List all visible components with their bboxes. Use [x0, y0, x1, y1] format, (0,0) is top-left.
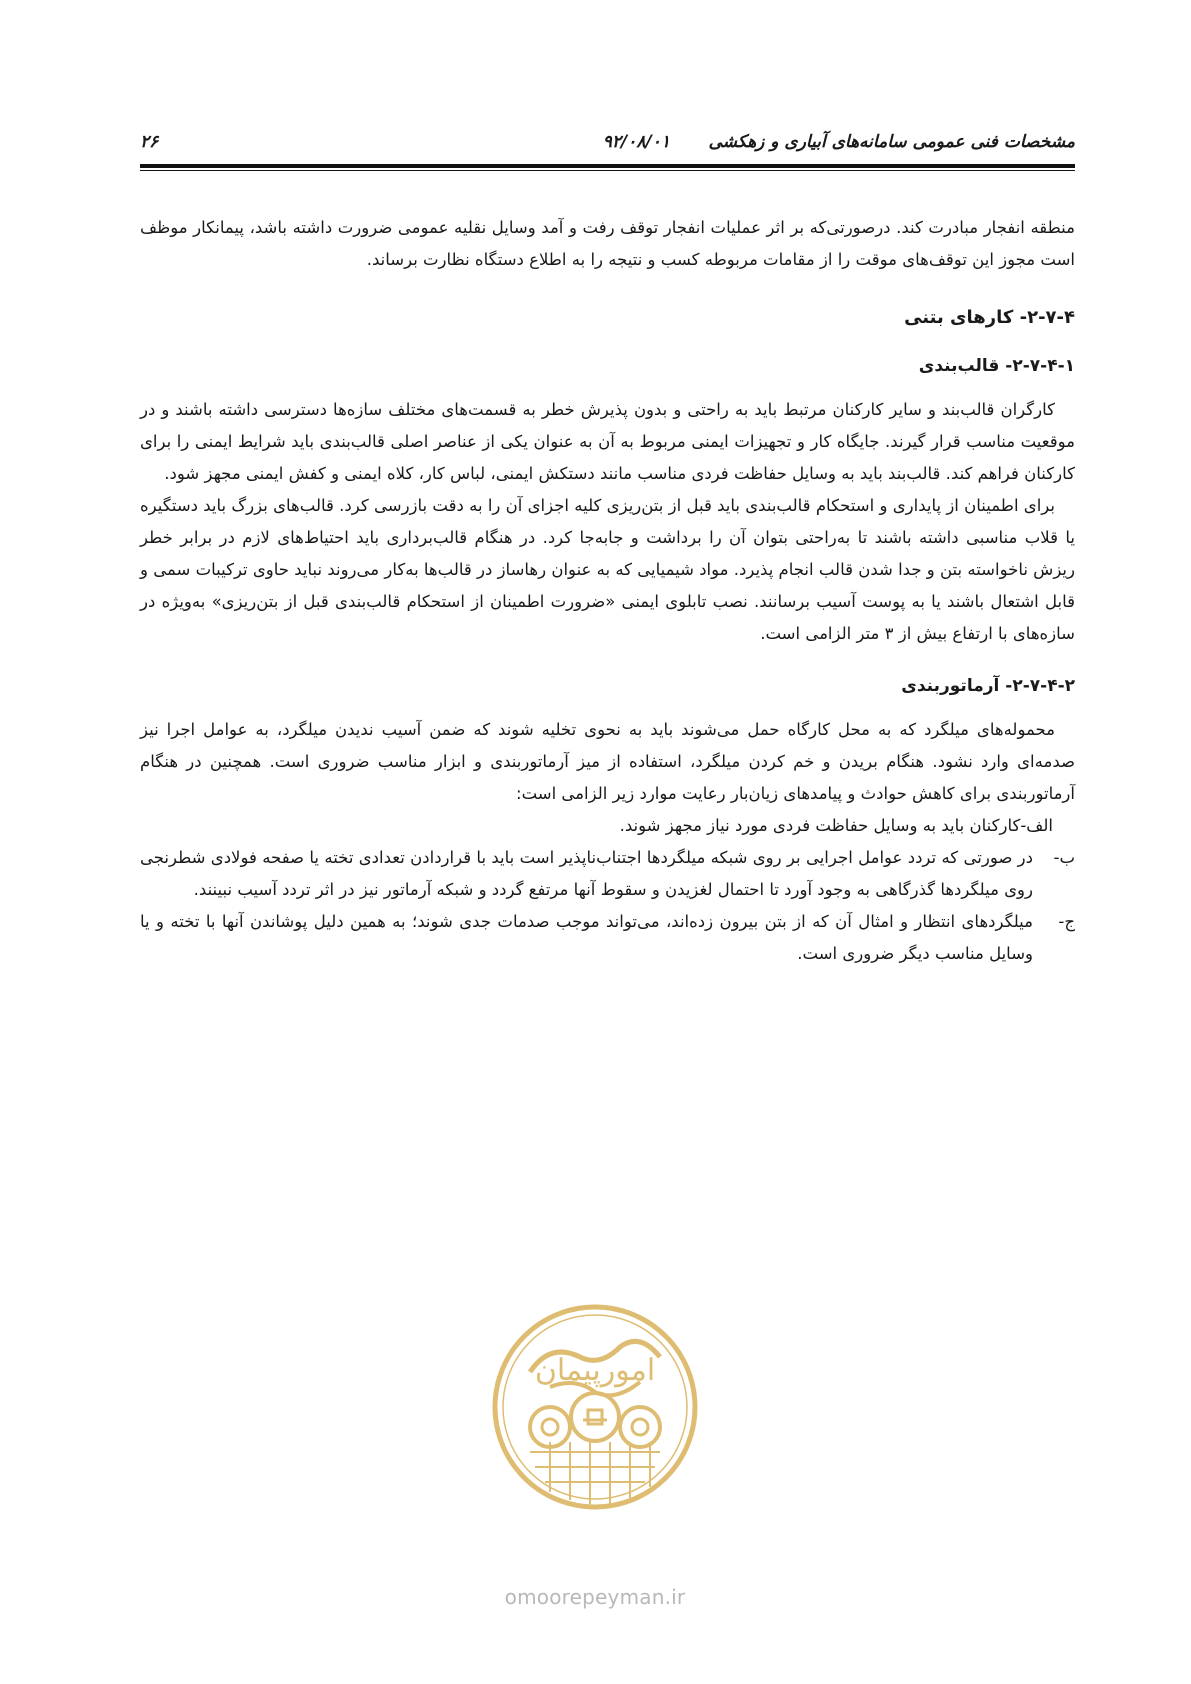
page-body [140, 212, 1075, 970]
page-number: ۲۶ [140, 132, 159, 152]
subsection-heading-rebar: ۲-۷-۴-۲- آرماتوربندی [901, 676, 1075, 696]
header-date: ۹۲/۰۸/۰۱ [602, 132, 670, 152]
rebar-paragraph-1: محموله‌های میلگرد که به محل کارگاه حمل می‌شوند باید به نحوی تخلیه شوند که ضمن آسیب ندیدن میلگرد، به عوامل اجرا نیز صدمه‌ای وارد نشود. هنگام بریدن و خم کردن میلگرد، استفاده از میز آرماتوربندی و ابزار مناسب ضروری است. همچنین در هنگام آرماتوربندی برای کاهش حوادث و پیامدهای زیان‌بار رعایت موارد زیر الزامی است: [140, 720, 1075, 803]
list-item [140, 810, 1075, 842]
formwork-paragraph-1: کارگران قالب‌بند و سایر کارکنان مرتبط باید به راحتی و بدون پذیرش خطر به قسمت‌های مختلف سازه‌ها دسترسی داشته باشند و در موقعیت مناسب قرار گیرند. جایگاه کار و تجهیزات ایمنی مربوط به آن به عنوان یکی از عناصر اصلی قالب‌بندی باید شرایط ایمنی را برای کارکنان فراهم کند. قالب‌بند باید به وسایل حفاظت فردی مناسب مانند دستکش ایمنی، لباس کار، کلاه ایمنی و کفش ایمنی مجهز شود. [140, 400, 1075, 483]
watermark-stamp [490, 1302, 700, 1512]
page-header [140, 124, 1075, 164]
list-item-text: میلگردهای انتظار و امثال آن که از بتن بیرون زده‌اند، می‌تواند موجب صدمات جدی شوند؛ به همین دلیل پوشاندن آنها با تخته و یا وسایل مناسب دیگر ضروری است. [140, 912, 1033, 963]
list-item [140, 842, 1075, 906]
intro-paragraph: منطقه انفجار مبادرت کند. درصورتی‌که بر اثر عملیات انفجار توقف رفت و آمد وسایل نقلیه عمومی ضرورت داشته باشد، پیمانکار موظف است مجوز این توقف‌های موقت را از مقامات مربوطه کسب و نتیجه را به اطلاع دستگاه نظارت برساند. [140, 218, 1075, 269]
section-heading: ۲-۷-۴- کارهای بتنی [904, 307, 1075, 328]
stamp-text: امورپیمان [534, 1353, 656, 1388]
site-text: omoorepeyman.ir [504, 1585, 686, 1609]
list-item-text: الف-کارکنان باید به وسایل حفاظت فردی مورد نیاز مجهز شوند. [619, 816, 1053, 835]
list-item-marker: ب- [1053, 848, 1075, 867]
list-item [140, 906, 1075, 970]
header-rule-thick [140, 164, 1075, 168]
list-item-marker: ج- [1058, 912, 1075, 931]
subsection-heading-formwork: ۲-۷-۴-۱- قالب‌بندی [918, 356, 1075, 376]
list-item-text: در صورتی که تردد عوامل اجرایی بر روی شبکه میلگردها اجتناب‌ناپذیر است باید با قراردادن تعدادی تخته یا صفحه فولادی شطرنجی روی میلگردها گذرگاهی به وجود آورد تا احتمال لغزیدن و سقوط آنها مرتفع گردد و شبکه آرماتور نیز در اثر تردد آسیب نبینند. [140, 848, 1033, 899]
formwork-paragraph-2: برای اطمینان از پایداری و استحکام قالب‌بندی باید قبل از بتن‌ریزی کلیه اجزای آن را به دقت بازرسی کرد. قالب‌های بزرگ باید دستگیره یا قلاب مناسبی داشته باشند تا به‌راحتی بتوان آن را برداشت و جابه‌جا کرد. در هنگام قالب‌برداری باید احتیاط‌های لازم در برابر خطر ریزش ناخواسته بتن و جدا شدن قالب انجام پذیرد. مواد شیمیایی که به عنوان رهاساز در قالب‌ها به‌کار می‌روند نباید حاوی ترکیبات سمی و قابل اشتعال باشند یا به پوست آسیب برسانند. نصب تابلوی ایمنی «ضرورت اطمینان از استحکام قالب‌بندی قبل از بتن‌ریزی» به‌ویژه در سازه‌های با ارتفاع بیش از ۳ متر الزامی است. [140, 496, 1075, 643]
watermark-site [490, 1585, 700, 1609]
header-title: مشخصات فنی عمومی سامانه‌های آبیاری و زهکشی [708, 132, 1075, 152]
header-rule-thin [140, 170, 1075, 171]
